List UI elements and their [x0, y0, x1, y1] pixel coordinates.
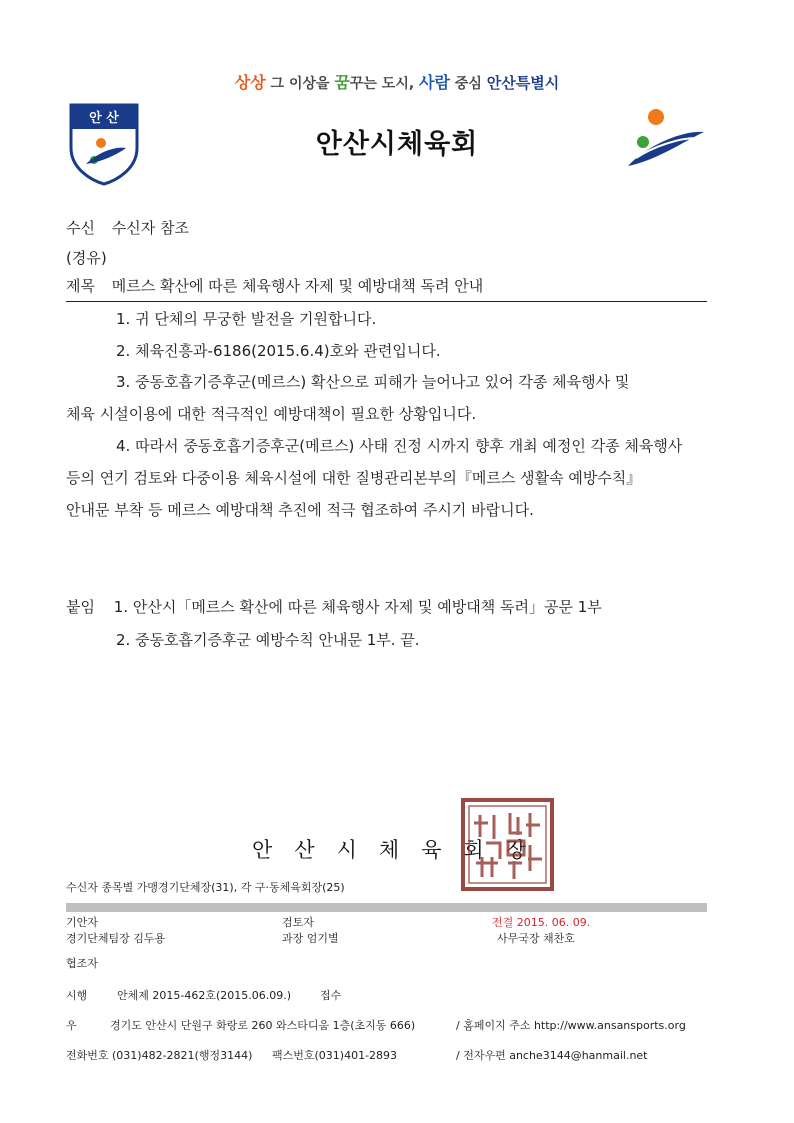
attachment-label: 붙임 — [66, 598, 95, 616]
body-line: 1. 귀 단체의 무궁한 발전을 기원합니다. — [116, 310, 377, 328]
official-seal — [460, 797, 555, 892]
phone-number: 전화번호 (031)482-2821(행정3144) — [66, 1049, 253, 1062]
body-line: 체육 시설이용에 대한 적극적인 예방대책이 필요한 상황입니다. — [66, 405, 477, 423]
recipients-line: 수신자 종목별 가맹경기단체장(31), 각 구·동체육회장(25) — [66, 881, 345, 894]
fax-number: 팩스번호(031)401-2893 — [272, 1049, 398, 1062]
drafter-label: 기안자 — [66, 916, 98, 929]
approval-divider-bar — [66, 903, 707, 912]
approve-label: 전결 2015. 06. 09. — [492, 916, 591, 929]
reviewer-label: 검토자 — [282, 916, 314, 929]
approve-value: 사무국장 채찬호 — [497, 932, 575, 945]
subject-label: 제목 — [66, 277, 95, 295]
slogan-part: 사람 — [419, 73, 450, 92]
receipt-label: 접수 — [320, 989, 342, 1002]
email-link[interactable]: / 전자우편 anche3144@hanmail.net — [456, 1049, 648, 1062]
homepage-link[interactable]: / 홈페이지 주소 http://www.ansansports.org — [456, 1019, 686, 1032]
drafter-value: 경기단체팀장 김두용 — [66, 932, 166, 945]
body-line: 안내문 부착 등 메르스 예방대책 추진에 적극 협조하여 주시기 바랍니다. — [66, 501, 534, 519]
slogan — [0, 70, 794, 93]
attachment-item: 1. 안산시「메르스 확산에 따른 체육행사 자제 및 예방대책 독려」공문 1부 — [113, 598, 602, 616]
body-line: 등의 연기 검토와 다중이용 체육시설에 대한 질병관리본부의『메르스 생활속 예방수칙』 — [66, 469, 642, 487]
reviewer-value: 과장 엄기별 — [282, 932, 339, 945]
slogan-part: 꾸는 도시, — [349, 76, 415, 92]
body-line: 2. 체육진흥과-6186(2015.6.4)호와 관련입니다. — [116, 342, 441, 360]
signer-name: 안산시체육회장 — [252, 838, 549, 862]
emblem-text: 안 산 — [89, 111, 119, 126]
attachment-row — [66, 591, 602, 623]
slogan-part: 중심 — [454, 76, 482, 92]
recipient-label: 수신 — [66, 219, 95, 237]
body-line: 3. 중동호흡기증후군(메르스) 확산으로 피해가 늘어나고 있어 각종 체육행사 및 — [116, 373, 630, 391]
attachment-item: 2. 중동호흡기증후군 예방수칙 안내문 1부. 끝. — [116, 631, 420, 649]
recipient-value: 수신자 참조 — [111, 219, 189, 237]
subject-row — [66, 270, 483, 302]
header-divider — [66, 301, 707, 302]
slogan-part: 그 이상을 — [270, 76, 330, 92]
org-title: 안산시체육회 — [315, 129, 479, 160]
slogan-part: 상상 — [234, 73, 266, 92]
coop-label: 협조자 — [66, 957, 98, 970]
exec-label: 시행 — [66, 989, 88, 1002]
slogan-part: 꿈 — [334, 73, 350, 92]
address-label: 우 — [66, 1019, 77, 1032]
subject-value: 메르스 확산에 따른 체육행사 자제 및 예방대책 독려 안내 — [111, 277, 484, 295]
address-value: 경기도 안산시 단원구 화랑로 260 와스타디움 1층(초지동 666) — [110, 1019, 416, 1032]
exec-value: 안체제 2015-462호(2015.06.09.) — [117, 989, 292, 1002]
slogan-part: 안산특별시 — [486, 74, 560, 92]
recipient-row — [66, 212, 189, 244]
via-row: (경유) — [66, 249, 107, 267]
body-line: 4. 따라서 중동호흡기증후군(메르스) 사태 진정 시까지 향후 개최 예정인 각종 체육행사 — [116, 437, 683, 455]
ansan-logo-icon — [624, 106, 706, 174]
